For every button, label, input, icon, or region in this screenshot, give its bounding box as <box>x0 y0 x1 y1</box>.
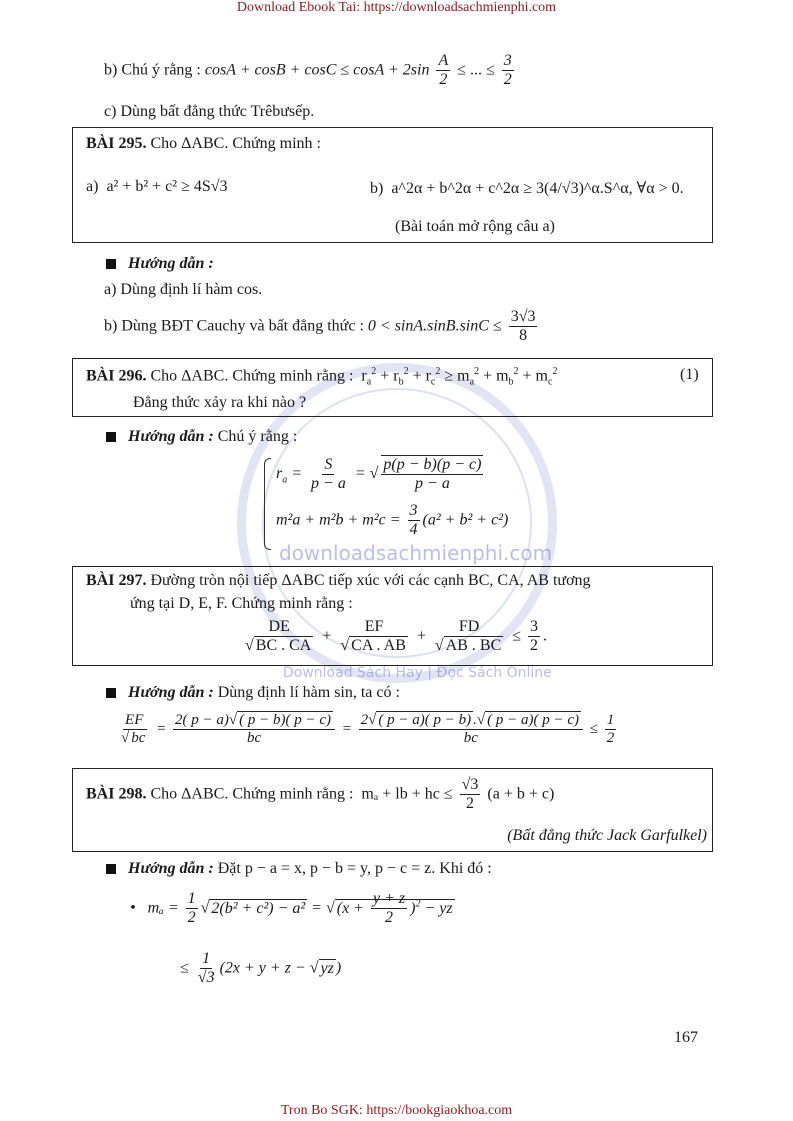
label: c) <box>104 103 117 120</box>
hint-295-a: a) Dùng định lí hàm cos. <box>104 281 263 298</box>
lhs: mₐ + lb + hc ≤ <box>361 785 453 803</box>
radicand: yz <box>320 959 334 977</box>
prev-hint-c <box>104 103 314 121</box>
radicand: bc <box>131 730 146 747</box>
watermark-text: downloadsachmienphi.com <box>279 541 553 565</box>
lhs: m²a + m²b + m²c = <box>276 511 401 529</box>
bullet-icon <box>106 259 116 269</box>
hint-297-heading <box>106 684 400 702</box>
fraction <box>119 712 149 748</box>
system-line-1: $r_a$ = $\frac{S}{p - a}$ = √ $\frac{p(p - b)(p - c)}{p - a}$ <box>276 455 482 493</box>
text: Dùng bất đẳng thức Trêbưsếp. <box>120 103 315 120</box>
num: EF <box>363 618 386 637</box>
text: Chú ý rằng : <box>121 61 201 79</box>
footer-link[interactable]: Tron Bo SGK: https://bookgiaokhoa.com <box>280 1103 513 1118</box>
intro: Đường tròn nội tiếp ΔABC tiếp xúc với các cạnh BC, CA, AB tương <box>150 572 591 589</box>
den: √3 <box>197 969 215 987</box>
math: 0 < sinA.sinB.sinC ≤ <box>367 317 502 335</box>
num: A <box>436 52 450 71</box>
prev-hint-b <box>104 52 517 90</box>
tail: (a² + b² + c²) <box>422 511 509 529</box>
text: Chú ý rằng : <box>217 428 298 445</box>
factor: 2( p − a) <box>175 712 229 728</box>
problem-297-intro2: ứng tại D, E, F. Chứng minh rằng : <box>130 595 353 612</box>
problem-298-note: (Bất đẳng thức Jack Garfulkel) <box>507 827 707 844</box>
problem-297-title <box>86 572 591 590</box>
den: p − a <box>311 474 346 492</box>
fraction <box>436 52 450 90</box>
problem-296-question: Đẳng thức xảy ra khi nào ? <box>133 394 307 411</box>
radicand: AB . BC <box>445 637 502 655</box>
den: 2 <box>530 637 539 655</box>
header-link[interactable]: Download Ebook Tai: https://downloadsachmienphi.com <box>236 0 557 15</box>
lhs: mₐ = <box>147 899 179 917</box>
den: 2 <box>466 795 475 813</box>
den: 8 <box>519 327 528 345</box>
bullet-icon <box>106 864 116 874</box>
num: 1 <box>605 712 617 730</box>
equation-number: (1) <box>680 366 699 383</box>
radicand: ( p − b)( p − c) <box>239 712 332 728</box>
num: 3√3 <box>509 308 538 327</box>
fraction <box>309 456 348 494</box>
fraction <box>408 502 420 540</box>
num: S <box>322 456 334 475</box>
text: b) Dùng BĐT Cauchy và bất đẳng thức : <box>104 317 364 335</box>
math: a² + b² + c² ≥ 4S√3 <box>106 178 228 195</box>
fraction <box>528 618 540 656</box>
math: cosA + cosB + cosC ≤ cosA + 2sin <box>204 61 430 79</box>
num: 3 <box>408 502 420 521</box>
fraction <box>502 52 514 90</box>
bullet-icon <box>106 688 116 698</box>
term: x + <box>342 899 364 917</box>
hint-298-line-2: ≤ $\frac{1}{√3}$ (2x + y + z − √ yz ) <box>180 950 342 987</box>
den: bc <box>463 730 478 747</box>
radical-fraction <box>381 455 483 494</box>
text: Dùng định lí hàm sin, ta có : <box>217 684 400 701</box>
problem-296-title: BÀI 296. Cho ΔABC. Chứng minh rằng : $r_a^2 + r_b^2 + r_c^2 \ge m_a^2 + m_b^2 + m_c^2$ <box>86 366 558 388</box>
problem-298-title <box>86 776 554 814</box>
fraction <box>460 776 481 814</box>
radicand: CA . AB <box>351 637 406 655</box>
radicand: (x + $\frac{y + z}{2}$ )$^2$ − yz <box>336 890 453 927</box>
label: Hướng dẫn : <box>128 860 214 877</box>
fraction <box>186 890 198 928</box>
title: BÀI 295. <box>86 135 147 152</box>
label: Hướng dẫn : <box>128 255 214 272</box>
num: DE <box>267 618 292 637</box>
problem-295-note: (Bài toán mở rộng câu a) <box>395 218 555 235</box>
problem-295-a <box>86 178 228 196</box>
page-number: 167 <box>674 1029 698 1046</box>
hint-297-equation: $\frac{EF}{√ bc}$ = $\frac{2( p - a)√ ( p - b)( p - c)}{bc}$ = $\frac{2√ ( p - a)( p - b) .√ ( p - a)( p - c)}{bc}$ ≤ $\frac{1}{2}$ <box>121 712 615 747</box>
problem-297-inequality: $\frac{DE}{√ BC . CA}$ + $\frac{EF}{√ CA . AB}$ + $\frac{FD}{√ AB . BC}$ ≤ $\frac{3}{2}$ . <box>245 618 548 655</box>
num: 3 <box>528 618 540 637</box>
fraction <box>359 712 583 748</box>
fraction <box>196 950 217 988</box>
hint-298-heading <box>106 860 492 878</box>
hint-298-line-1: • mₐ = $\frac{1}{2}$ √ 2(b² + c²) − a² = √ (x + $\frac{y + z}{2}$ )$^2$ − yz <box>130 890 453 927</box>
term: − yz <box>424 899 453 917</box>
fraction <box>433 618 505 656</box>
den: 2 <box>439 71 448 89</box>
num: FD <box>457 618 481 637</box>
label: Hướng dẫn : <box>128 428 214 445</box>
num: 2( p − a)√ ( p − b)( p − c) <box>173 712 335 730</box>
hint-295-b <box>104 308 540 346</box>
num: √3 <box>460 776 481 795</box>
den: bc <box>246 730 262 747</box>
label: b) <box>370 180 384 197</box>
intro: Cho ΔABC. Chứng minh rằng : <box>150 785 354 803</box>
den: 2 <box>385 909 394 927</box>
den: √ bc <box>121 730 146 747</box>
num: 2√ ( p − a)( p − b) .√ ( p − a)( p − c) <box>359 712 583 730</box>
title: BÀI 296. <box>86 367 147 385</box>
den: √ AB . BC <box>434 637 502 655</box>
label: a) <box>86 178 99 195</box>
watermark-subtext: Download Sách Hay | Đọc Sách Online <box>283 665 552 681</box>
hint-296-heading <box>106 428 297 446</box>
num: EF <box>123 712 145 730</box>
num: y + z <box>371 890 407 909</box>
problem-295-b <box>370 178 684 198</box>
den: p − a <box>415 475 450 493</box>
title: BÀI 298. <box>86 785 147 803</box>
radicand: BC . CA <box>255 637 312 655</box>
intro: Cho ΔABC. Chứng minh rằng : <box>150 367 354 385</box>
den: 4 <box>409 521 418 539</box>
intro: Cho ΔABC. Chứng minh : <box>150 135 321 152</box>
num: 1 <box>186 890 198 909</box>
tail: (a + b + c) <box>487 785 555 803</box>
radicand: ( p − a)( p − c) <box>487 712 579 728</box>
label: Hướng dẫn : <box>128 684 214 701</box>
fraction <box>605 712 617 748</box>
num: 3 <box>502 52 514 71</box>
lhs: r <box>276 465 283 483</box>
title: BÀI 297. <box>86 572 147 589</box>
hint-295-heading <box>106 255 214 273</box>
fraction <box>173 712 335 748</box>
fraction <box>509 308 538 346</box>
radicand: 2(b² + c²) − a² <box>211 899 306 917</box>
problem-295-title <box>86 135 321 153</box>
system-line-2 <box>276 502 508 540</box>
num: 1 <box>200 950 212 969</box>
den: 2 <box>187 909 196 927</box>
label: b) <box>104 61 118 79</box>
fraction <box>371 890 407 928</box>
bullet-icon <box>106 432 116 442</box>
fraction <box>243 618 315 656</box>
num: p(p − b)(p − c) <box>381 456 483 475</box>
body: 2x + y + z − <box>224 959 306 977</box>
den: √ CA . AB <box>340 637 406 655</box>
den: 2 <box>606 730 615 747</box>
math: ≤ ... ≤ <box>457 61 495 79</box>
text: Đặt p − a = x, p − b = y, p − c = z. Khi đó : <box>217 860 492 877</box>
den: 2 <box>503 71 512 89</box>
den: √ BC . CA <box>245 637 312 655</box>
brace-icon <box>264 458 271 550</box>
radicand: ( p − a)( p − b) <box>378 712 472 728</box>
math: a^2α + b^2α + c^2α ≥ 3(4/√3)^α.S^α, ∀α > 0. <box>391 180 684 197</box>
fraction <box>338 618 409 656</box>
